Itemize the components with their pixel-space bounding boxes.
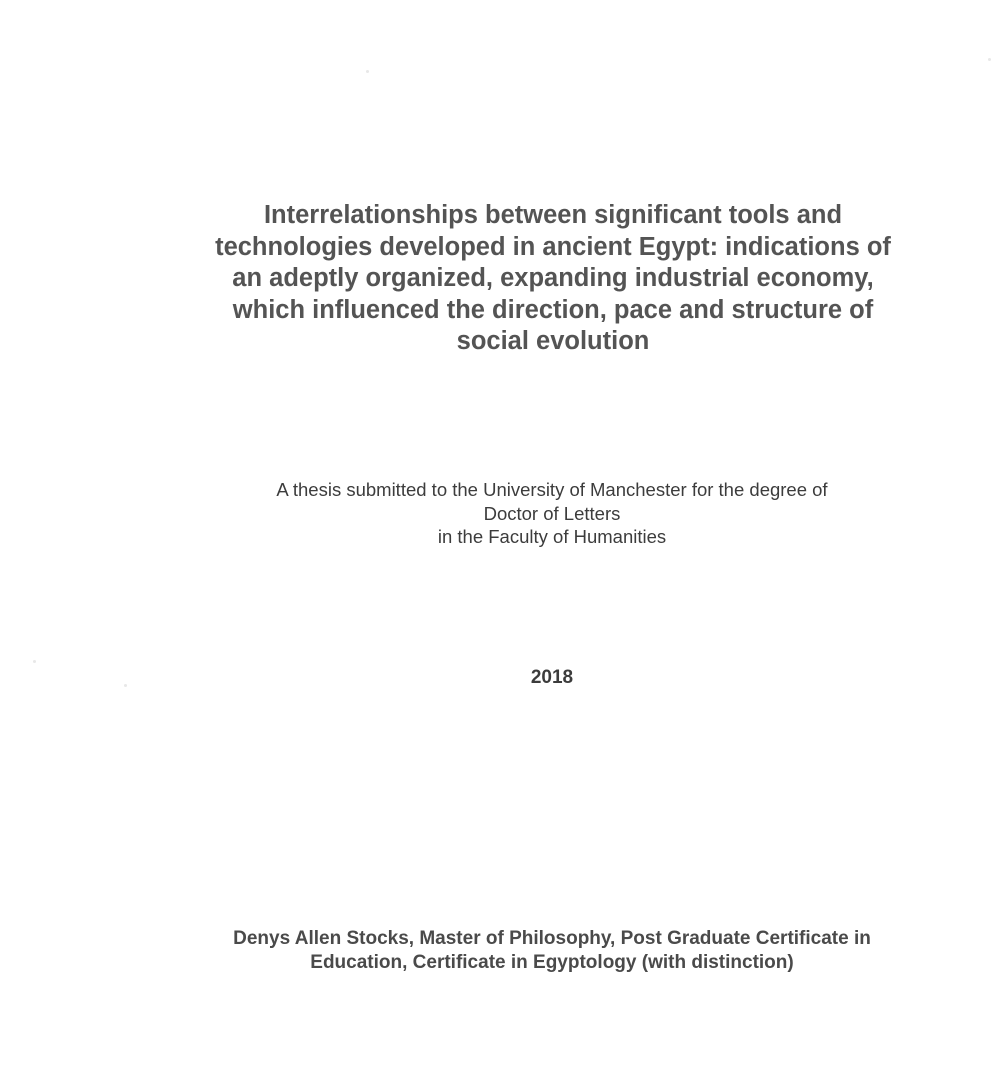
thesis-title-line: an adeptly organized, expanding industrial economy,	[232, 264, 874, 293]
thesis-title-line: social evolution	[456, 327, 650, 356]
scan-speck	[33, 660, 36, 663]
author-line: Denys Allen Stocks, Master of Philosophy, Post Graduate Certificate in	[233, 928, 871, 949]
thesis-title-line: technologies developed in ancient Egypt: indications of	[215, 232, 891, 261]
faculty-name: in the Faculty of Humanities	[437, 526, 667, 547]
thesis-title-line: which influenced the direction, pace and structure of	[232, 295, 874, 324]
scan-speck	[366, 70, 369, 73]
degree-name: Doctor of Letters	[483, 502, 621, 524]
thesis-title-line: Interrelationships between significant tools and	[263, 201, 843, 229]
author-line: Education, Certificate in Egyptology (with distinction)	[310, 952, 794, 973]
scan-speck	[124, 684, 127, 687]
submission-year: 2018	[530, 667, 574, 688]
author-credentials	[190, 927, 914, 975]
submission-line: A thesis submitted to the University of Manchester for the degree of	[276, 479, 828, 500]
submission-statement	[230, 478, 874, 549]
scan-speck	[988, 58, 991, 61]
thesis-title	[180, 200, 926, 358]
